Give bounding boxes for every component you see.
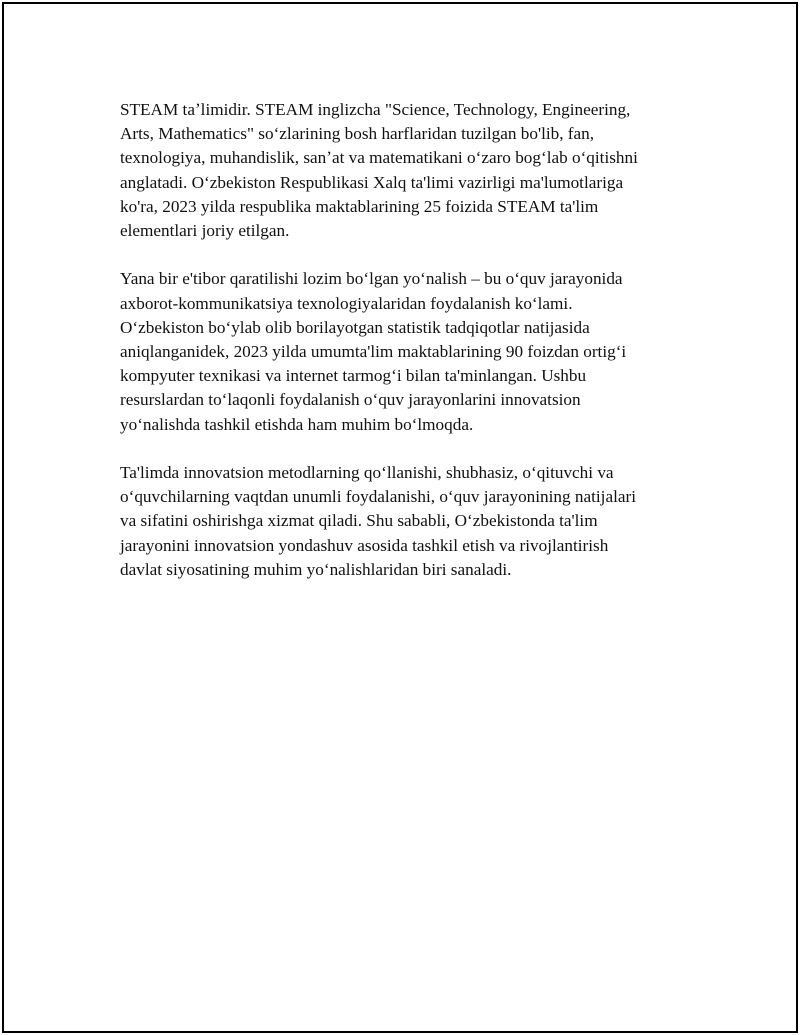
text-line: kompyuter texnikasi va internet tarmogʻi bilan ta'minlangan. Ushbu [120,366,587,386]
paragraph-1 [120,98,680,243]
document-body [120,98,680,606]
paragraph-2 [120,267,680,436]
text-line: Yana bir e'tibor qaratilishi lozim boʻlgan yoʻnalish – bu oʻquv jarayonida [120,269,623,289]
text-line: axborot-kommunikatsiya texnologiyalaridan foydalanish koʻlami. [120,293,573,313]
text-line: yoʻnalishda tashkil etishda ham muhim boʻlmoqda. [120,414,474,434]
text-line: Oʻzbekiston boʻylab olib borilayotgan statistik tadqiqotlar natijasida [120,317,590,337]
text-line: anglatadi. Oʻzbekiston Respublikasi Xalq ta'limi vazirligi ma'lumotlariga [120,172,624,192]
text-line: jarayonini innovatsion yondashuv asosida tashkil etish va rivojlantirish [120,535,609,555]
paragraph-3 [120,461,680,582]
text-line: resurslardan toʻlaqonli foydalanish oʻquv jarayonlarini innovatsion [120,390,581,410]
text-line: aniqlanganidek, 2023 yilda umumta'lim maktablarining 90 foizdan ortigʻi [120,342,627,362]
text-line: davlat siyosatining muhim yoʻnalishlaridan biri sanaladi. [120,559,512,579]
document-page [2,2,798,1033]
text-line: elementlari joriy etilgan. [120,221,290,241]
text-line: va sifatini oshirishga xizmat qiladi. Shu sababli, Oʻzbekistonda ta'lim [120,511,598,531]
text-line: texnologiya, muhandislik, sanʼat va matematikani oʻzaro bogʻlab oʻqitishni [120,148,638,168]
text-line: STEAM taʼlimidir. STEAM inglizcha "Science, Technology, Engineering, [120,100,631,119]
text-line: Arts, Mathematics" soʻzlarining bosh harflaridan tuzilgan bo'lib, fan, [120,124,595,144]
text-line: oʻquvchilarning vaqtdan unumli foydalanishi, oʻquv jarayonining natijalari [120,487,636,507]
text-line: Ta'limda innovatsion metodlarning qoʻllanishi, shubhasiz, oʻqituvchi va [120,463,614,483]
text-line: ko'ra, 2023 yilda respublika maktablarining 25 foizida STEAM ta'lim [120,196,599,216]
